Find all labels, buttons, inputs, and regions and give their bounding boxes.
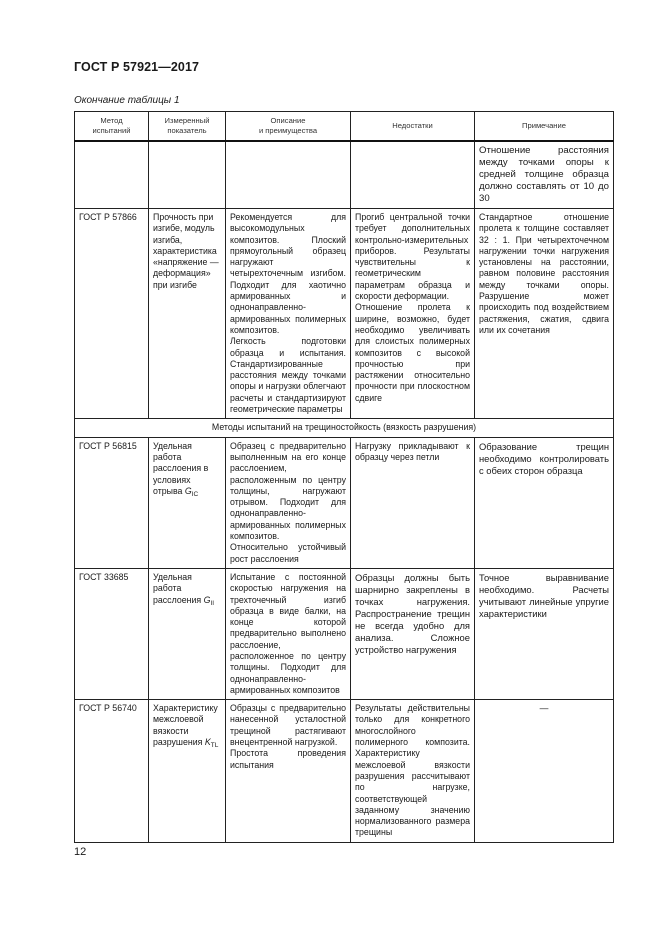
- symbol-g-ii: $G_{II}$: [203, 594, 215, 607]
- cell-method: [75, 141, 149, 209]
- cell-method: ГОСТ Р 56815: [75, 437, 149, 568]
- symbol-g-ic: $G_{IC}$: [184, 485, 199, 498]
- cell-drawbacks: Нагрузку прикладывают к образцу через петли: [351, 437, 475, 568]
- cell-drawbacks: [351, 141, 475, 209]
- col-header-note: Примечание: [475, 112, 614, 142]
- cell-note: Точное выравнивание необходимо. Расчеты учитывают линейные упругие характеристики: [475, 568, 614, 699]
- symbol-k-tl: $K_{TL}$: [204, 737, 219, 750]
- section-title: Методы испытаний на трещиностойкость (вязкость разрушения): [75, 419, 614, 437]
- cell-drawbacks: Результаты действительны только для конкретного многослойного полимерного композита. Характеристику межслоевой вязкости разрушения рассчитывают по нагрузке, соответствующей заданному значению нормализованного размера трещины: [351, 700, 475, 843]
- cell-method: ГОСТ 33685: [75, 568, 149, 699]
- cell-note: —: [475, 700, 614, 843]
- cell-description: Образцы с предварительно нанесенной усталостной трещиной растягивают внецентренной нагрузкой. Простота проведения испытания: [226, 700, 351, 843]
- page-number: 12: [74, 846, 87, 858]
- section-header-row: [75, 419, 614, 437]
- test-methods-table: [74, 111, 614, 843]
- cell-method: ГОСТ Р 57866: [75, 209, 149, 419]
- cell-description: Испытание с постоянной скоростью нагружения на трехточечный изгиб образца в виде балки, на конце которой предварительно выполнено расслоение, расположенное по центру толщины. Подходит для однонаправленно-армированных композитов: [226, 568, 351, 699]
- indicator-text: Удельная работа расслоения: [153, 571, 202, 605]
- col-header-description: Описание и преимущества: [226, 112, 351, 142]
- cell-drawbacks: Образцы должны быть шарнирно закреплены в точках нагружения. Распространение трещин не всегда удобно для анализа. Сложное устройство нагружения: [351, 568, 475, 699]
- col-header-drawbacks: Недостатки: [351, 112, 475, 142]
- table-row: [75, 437, 614, 568]
- cell-indicator: [149, 700, 226, 843]
- cell-indicator: Прочность при изгибе, модуль изгиба, характеристика «напряжение — деформация» при изгибе: [149, 209, 226, 419]
- cell-note: Отношение расстояния между точками опоры к средней толщине образца должно составлять от 10 до 30: [475, 141, 614, 209]
- table-header-row: [75, 112, 614, 142]
- document-title: ГОСТ Р 57921—2017: [74, 60, 200, 74]
- cell-method: ГОСТ Р 56740: [75, 700, 149, 843]
- cell-description: [226, 141, 351, 209]
- table-row: [75, 700, 614, 843]
- cell-drawbacks: Прогиб центральной точки требует дополнительных контрольно-измерительных приборов. Результаты чувствительны к геометрическим параметрам образца и скорости деформации. Отношение пролета к ширине, возможно, будет необходимо увеличивать для слоистых полимерных композитов с высокой прочностью при растяжении относительно прочности при плоскостном сдвиге: [351, 209, 475, 419]
- cell-description: Рекомендуется для высокомодульных композитов. Плоский прямоугольный образец нагружают четырехточечным изгибом. Подходит для хаотично армированных и однонаправленно-армированных полимерных композитов. Легкость подготовки образца и испытания. Стандартизированные расстояния между точками опоры и нагрузки облегчают расчеты и стандартизируют геометрические параметры: [226, 209, 351, 419]
- cell-note: Стандартное отношение пролета к толщине составляет 32 : 1. При четырехточечном нагружении точки нагружения установлены на расстоянии, равном половине расстояния между точками опоры. Разрушение может происходить под воздействием растяжения, сжатия, сдвига или их сочетания: [475, 209, 614, 419]
- cell-indicator: [149, 568, 226, 699]
- table-row: [75, 209, 614, 419]
- indicator-text: Удельная работа расслоения в условиях отрыва: [153, 440, 209, 496]
- cell-description: Образец с предварительно выполненным на его конце расслоением, расположенным по центру толщины, нагружают отрывом. Подходит для однонаправленно-армированных полимерных композитов. Относительно устойчивый рост расслоения: [226, 437, 351, 568]
- cell-indicator: [149, 141, 226, 209]
- cell-indicator: [149, 437, 226, 568]
- table-caption: Окончание таблицы 1: [74, 95, 180, 106]
- col-header-method: Метод испытаний: [75, 112, 149, 142]
- cell-note: Образование трещин необходимо контролировать с обеих сторон образца: [475, 437, 614, 568]
- indicator-text: Характеристику межслоевой вязкости разрушения: [153, 703, 218, 748]
- table-row: [75, 568, 614, 699]
- table-row: [75, 141, 614, 209]
- col-header-indicator: Измеренный показатель: [149, 112, 226, 142]
